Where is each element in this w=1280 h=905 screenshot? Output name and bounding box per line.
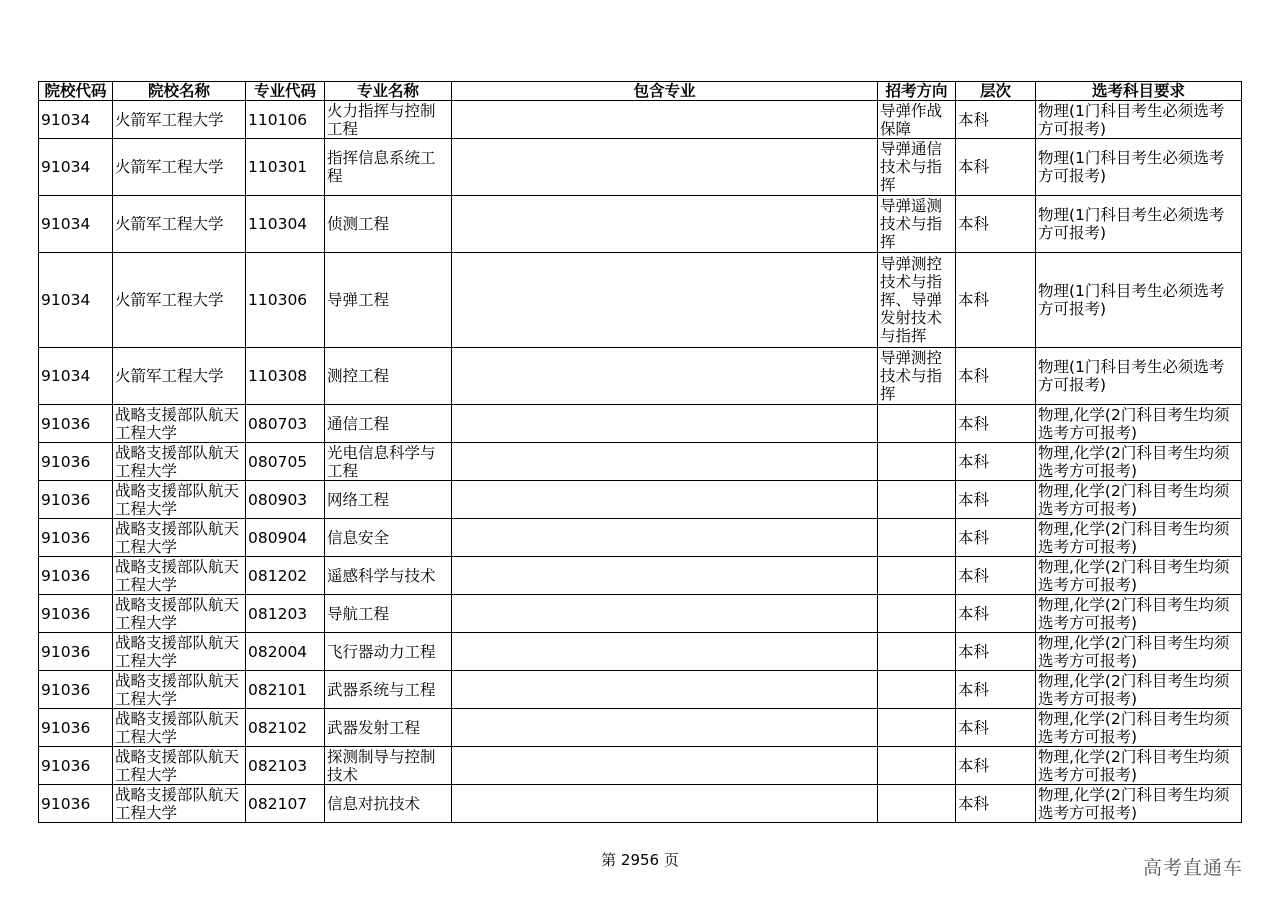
cell-major-code: 082102 [246, 709, 325, 747]
page-number: 第 2956 页 [601, 851, 679, 869]
cell-school-code: 91034 [39, 101, 113, 139]
cell-subject-requirement: 物理(1门科目考生必须选考方可报考) [1036, 101, 1242, 139]
cell-level: 本科 [956, 443, 1036, 481]
cell-direction: 导弹测控技术与指挥 [878, 348, 956, 405]
header-school-code: 院校代码 [39, 82, 113, 101]
cell-subject-requirement: 物理(1门科目考生必须选考方可报考) [1036, 139, 1242, 196]
cell-major-name: 火力指挥与控制工程 [325, 101, 452, 139]
table-row [39, 348, 1242, 405]
cell-level: 本科 [956, 101, 1036, 139]
header-school-name: 院校名称 [113, 82, 246, 101]
cell-level: 本科 [956, 557, 1036, 595]
cell-major-code: 081203 [246, 595, 325, 633]
header-level: 层次 [956, 82, 1036, 101]
cell-direction [878, 747, 956, 785]
cell-major-name: 信息对抗技术 [325, 785, 452, 823]
cell-level: 本科 [956, 671, 1036, 709]
cell-direction [878, 595, 956, 633]
header-major-name: 专业名称 [325, 82, 452, 101]
cell-major-name: 光电信息科学与工程 [325, 443, 452, 481]
table-row [39, 785, 1242, 823]
cell-major-code: 110106 [246, 101, 325, 139]
cell-school-code: 91034 [39, 253, 113, 348]
cell-major-name: 导弹工程 [325, 253, 452, 348]
cell-school-name: 火箭军工程大学 [113, 139, 246, 196]
cell-major-name: 通信工程 [325, 405, 452, 443]
cell-direction: 导弹通信技术与指挥 [878, 139, 956, 196]
cell-level: 本科 [956, 405, 1036, 443]
cell-school-code: 91034 [39, 139, 113, 196]
cell-major-code: 080904 [246, 519, 325, 557]
cell-major-code: 110308 [246, 348, 325, 405]
watermark-text: 高考直通车 [1143, 857, 1244, 879]
table-header [39, 82, 1242, 101]
table-row [39, 633, 1242, 671]
cell-included-majors [452, 253, 878, 348]
table-row [39, 481, 1242, 519]
cell-major-code: 080903 [246, 481, 325, 519]
cell-included-majors [452, 519, 878, 557]
cell-school-code: 91036 [39, 595, 113, 633]
table-row [39, 709, 1242, 747]
cell-school-name: 战略支援部队航天工程大学 [113, 671, 246, 709]
cell-level: 本科 [956, 196, 1036, 253]
cell-included-majors [452, 405, 878, 443]
cell-direction [878, 519, 956, 557]
cell-major-name: 飞行器动力工程 [325, 633, 452, 671]
table-row [39, 196, 1242, 253]
cell-included-majors [452, 481, 878, 519]
cell-school-name: 火箭军工程大学 [113, 253, 246, 348]
cell-school-name: 战略支援部队航天工程大学 [113, 443, 246, 481]
cell-major-code: 110304 [246, 196, 325, 253]
cell-included-majors [452, 595, 878, 633]
cell-level: 本科 [956, 348, 1036, 405]
cell-subject-requirement: 物理,化学(2门科目考生均须选考方可报考) [1036, 519, 1242, 557]
cell-school-name: 火箭军工程大学 [113, 196, 246, 253]
cell-school-code: 91036 [39, 671, 113, 709]
cell-included-majors [452, 139, 878, 196]
cell-included-majors [452, 633, 878, 671]
cell-major-name: 指挥信息系统工程 [325, 139, 452, 196]
cell-school-code: 91036 [39, 557, 113, 595]
cell-subject-requirement: 物理,化学(2门科目考生均须选考方可报考) [1036, 595, 1242, 633]
cell-direction [878, 671, 956, 709]
header-direction: 招考方向 [878, 82, 956, 101]
cell-level: 本科 [956, 709, 1036, 747]
cell-school-name: 战略支援部队航天工程大学 [113, 519, 246, 557]
cell-included-majors [452, 709, 878, 747]
cell-school-code: 91034 [39, 348, 113, 405]
cell-included-majors [452, 196, 878, 253]
cell-major-code: 082004 [246, 633, 325, 671]
cell-direction [878, 633, 956, 671]
cell-school-name: 火箭军工程大学 [113, 348, 246, 405]
cell-subject-requirement: 物理,化学(2门科目考生均须选考方可报考) [1036, 633, 1242, 671]
cell-level: 本科 [956, 595, 1036, 633]
cell-school-name: 战略支援部队航天工程大学 [113, 785, 246, 823]
header-included-majors: 包含专业 [452, 82, 878, 101]
cell-school-code: 91036 [39, 709, 113, 747]
cell-major-code: 082103 [246, 747, 325, 785]
cell-subject-requirement: 物理,化学(2门科目考生均须选考方可报考) [1036, 405, 1242, 443]
cell-major-code: 110301 [246, 139, 325, 196]
cell-major-name: 网络工程 [325, 481, 452, 519]
cell-included-majors [452, 101, 878, 139]
cell-included-majors [452, 747, 878, 785]
cell-direction: 导弹遥测技术与指挥 [878, 196, 956, 253]
table-row [39, 101, 1242, 139]
cell-direction: 导弹测控技术与指挥、导弹发射技术与指挥 [878, 253, 956, 348]
cell-school-name: 战略支援部队航天工程大学 [113, 557, 246, 595]
cell-direction [878, 443, 956, 481]
cell-school-code: 91036 [39, 481, 113, 519]
cell-direction: 导弹作战保障 [878, 101, 956, 139]
cell-major-code: 080705 [246, 443, 325, 481]
cell-level: 本科 [956, 519, 1036, 557]
cell-included-majors [452, 557, 878, 595]
cell-direction [878, 481, 956, 519]
cell-major-name: 遥感科学与技术 [325, 557, 452, 595]
header-major-code: 专业代码 [246, 82, 325, 101]
cell-direction [878, 405, 956, 443]
cell-included-majors [452, 785, 878, 823]
cell-school-name: 战略支援部队航天工程大学 [113, 633, 246, 671]
cell-major-name: 导航工程 [325, 595, 452, 633]
cell-subject-requirement: 物理,化学(2门科目考生均须选考方可报考) [1036, 785, 1242, 823]
cell-school-code: 91036 [39, 443, 113, 481]
cell-subject-requirement: 物理,化学(2门科目考生均须选考方可报考) [1036, 481, 1242, 519]
cell-school-name: 战略支援部队航天工程大学 [113, 595, 246, 633]
cell-level: 本科 [956, 747, 1036, 785]
cell-level: 本科 [956, 481, 1036, 519]
cell-school-code: 91036 [39, 519, 113, 557]
table-body [39, 101, 1242, 823]
cell-school-name: 火箭军工程大学 [113, 101, 246, 139]
cell-major-name: 武器系统与工程 [325, 671, 452, 709]
cell-subject-requirement: 物理(1门科目考生必须选考方可报考) [1036, 253, 1242, 348]
cell-direction [878, 557, 956, 595]
cell-included-majors [452, 443, 878, 481]
cell-school-name: 战略支援部队航天工程大学 [113, 747, 246, 785]
table-row [39, 671, 1242, 709]
table-row [39, 405, 1242, 443]
table-row [39, 557, 1242, 595]
cell-level: 本科 [956, 139, 1036, 196]
table-row [39, 747, 1242, 785]
cell-school-code: 91036 [39, 785, 113, 823]
cell-subject-requirement: 物理,化学(2门科目考生均须选考方可报考) [1036, 709, 1242, 747]
cell-subject-requirement: 物理(1门科目考生必须选考方可报考) [1036, 348, 1242, 405]
cell-direction [878, 709, 956, 747]
cell-subject-requirement: 物理,化学(2门科目考生均须选考方可报考) [1036, 557, 1242, 595]
cell-school-code: 91036 [39, 747, 113, 785]
cell-subject-requirement: 物理,化学(2门科目考生均须选考方可报考) [1036, 671, 1242, 709]
table-row [39, 139, 1242, 196]
cell-direction [878, 785, 956, 823]
table-row [39, 443, 1242, 481]
cell-school-name: 战略支援部队航天工程大学 [113, 709, 246, 747]
cell-included-majors [452, 348, 878, 405]
cell-major-name: 测控工程 [325, 348, 452, 405]
table-row [39, 253, 1242, 348]
cell-school-code: 91036 [39, 405, 113, 443]
table-row [39, 519, 1242, 557]
table-row [39, 595, 1242, 633]
cell-major-code: 080703 [246, 405, 325, 443]
cell-subject-requirement: 物理,化学(2门科目考生均须选考方可报考) [1036, 747, 1242, 785]
cell-major-name: 侦测工程 [325, 196, 452, 253]
cell-major-code: 110306 [246, 253, 325, 348]
cell-major-code: 081202 [246, 557, 325, 595]
admission-table [38, 81, 1242, 823]
cell-included-majors [452, 671, 878, 709]
header-row [39, 82, 1242, 101]
cell-school-name: 战略支援部队航天工程大学 [113, 405, 246, 443]
cell-major-code: 082101 [246, 671, 325, 709]
cell-subject-requirement: 物理(1门科目考生必须选考方可报考) [1036, 196, 1242, 253]
cell-subject-requirement: 物理,化学(2门科目考生均须选考方可报考) [1036, 443, 1242, 481]
cell-school-code: 91034 [39, 196, 113, 253]
cell-level: 本科 [956, 253, 1036, 348]
cell-major-name: 探测制导与控制技术 [325, 747, 452, 785]
cell-level: 本科 [956, 785, 1036, 823]
cell-major-name: 武器发射工程 [325, 709, 452, 747]
cell-major-code: 082107 [246, 785, 325, 823]
header-subject-requirement: 选考科目要求 [1036, 82, 1242, 101]
cell-school-code: 91036 [39, 633, 113, 671]
cell-major-name: 信息安全 [325, 519, 452, 557]
cell-school-name: 战略支援部队航天工程大学 [113, 481, 246, 519]
cell-level: 本科 [956, 633, 1036, 671]
